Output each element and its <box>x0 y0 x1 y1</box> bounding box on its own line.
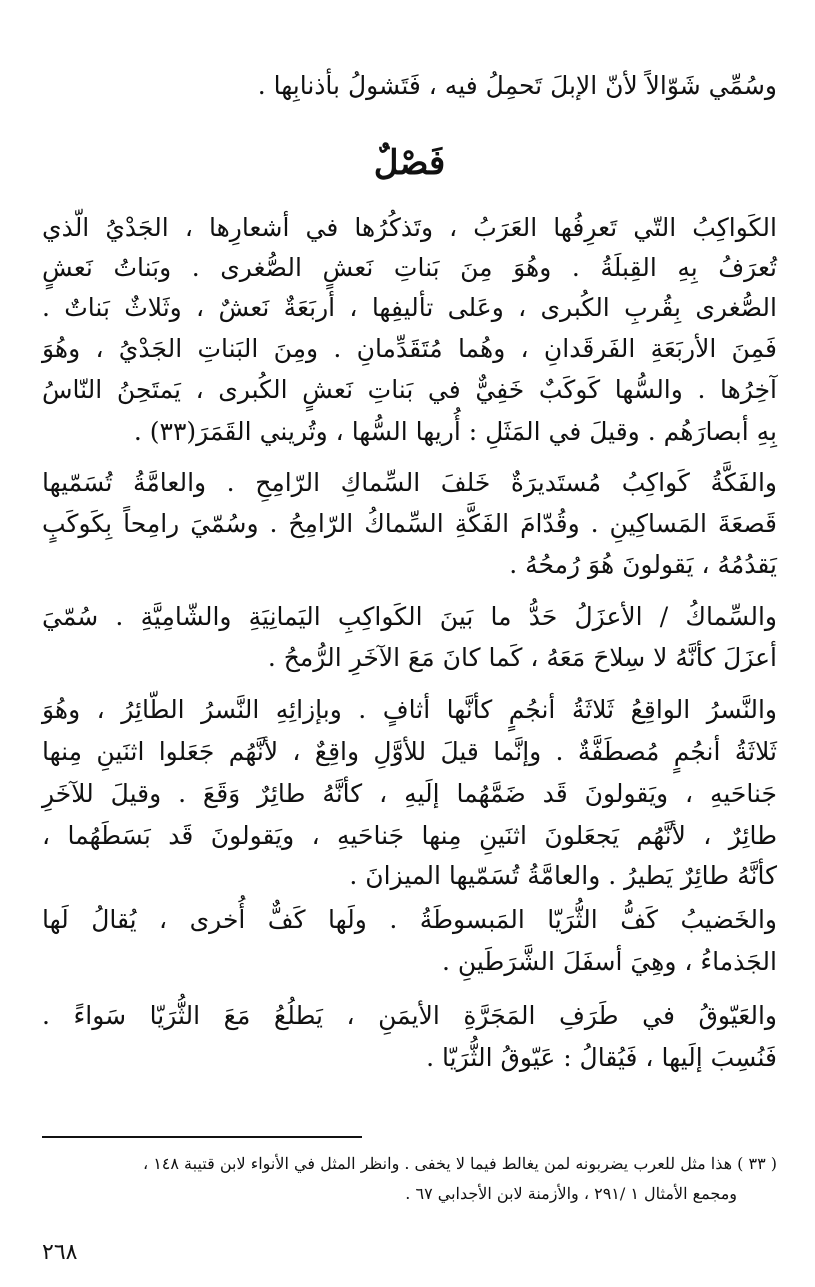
footnote-line: ( ٣٣ ) هذا مثل للعرب يضربونه لمن يغالط فيما لا يخفى . وانظر المثل في الأنواء لابن قتيبة ١٤٨ ، <box>142 1154 777 1173</box>
text-line: الكَواكِبُ التّي تَعرِفُها العَرَبُ ، وتَذكُرُها في أشعارِها ، الجَدْيُ الّذي <box>42 213 777 242</box>
text-line: تُعرَفُ بِهِ القِبلَةُ . وهُوَ مِنَ بَناتِ نَعشٍ الصُّغرى . وبَناتُ نَعشٍ <box>42 253 777 282</box>
text-line: فَمِنَ الأربَعَةِ الفَرقَدانِ ، وهُما مُتَقَدِّمانِ . ومِنَ البَناتِ الجَدْيُ ، وهُوَ <box>42 334 777 363</box>
text-line: الصُّغرى بِقُربِ الكُبرى ، وعَلى تأليفِها ، أربَعَةٌ نَعشٌ ، وثَلاثٌ بَناتٌ . <box>42 293 777 322</box>
continuation-line: وسُمِّي شَوّالاً لأنّ الإبلَ تَحمِلُ فيه ، فَتَشولُ بأذنابِها . <box>257 71 777 100</box>
book-page <box>42 0 777 1287</box>
text-line: والسِّماكُ / الأعزَلُ حَدُّ ما بَينَ الكَواكِبِ اليَمانِيَةِ والشّامِيَّةِ . سُمّيَ <box>42 602 777 631</box>
text-line: طائِرٌ ، لأنَّهُم يَجعَلونَ اثنَينِ مِنها جَناحَيهِ ، ويَقولونَ قَد بَسَطَهُما ، <box>42 821 777 850</box>
text-line: فَنُسِبَ إلَيها ، فَيُقالُ : عَيّوقُ الثُّرَيّا . <box>426 1043 777 1072</box>
footnote-line: ومجمع الأمثال ١ /٢٩١ ، والأزمنة لابن الأجدابي ٦٧ . <box>405 1184 737 1203</box>
text-line: والنَّسرُ الواقِعُ ثَلاثَةُ أنجُمٍ كأنَّها أثافٍ . وبإزائِهِ النَّسرُ الطّائِرُ ، وهُوَ <box>42 695 777 724</box>
text-line: آخِرُها . والسُّها كَوكَبٌ خَفِيٌّ في بَناتِ نَعشٍ الكُبرى ، يَمتَحِنُ النّاسُ <box>42 375 777 404</box>
text-line: بِهِ أبصارَهُم . وقيلَ في المَثَلِ : أُريها السُّها ، وتُريني القَمَرَ(٣٣) . <box>133 417 777 446</box>
text-line: يَقدُمُهُ ، يَقولونَ هُوَ رُمحُهُ . <box>509 550 777 579</box>
footnote-separator <box>42 1136 362 1138</box>
text-line: والفَكَّةُ كَواكِبُ مُستَديرَةٌ خَلفَ السِّماكِ الرّامِحِ . والعامَّةُ تُسَمّيها <box>42 468 777 497</box>
text-line: قَصعَةَ المَساكِينِ . وقُدّامَ الفَكَّةِ السِّماكُ الرّامِحُ . وسُمّيَ رامِحاً بِكَوكَبٍ <box>42 509 777 538</box>
text-line: والعَيّوقُ في طَرَفِ المَجَرَّةِ الأيمَنِ ، يَطلُعُ مَعَ الثُّرَيّا سَواءً . <box>42 1001 777 1030</box>
text-line: والخَضيبُ كَفُّ الثُّرَيّا المَبسوطَةُ . ولَها كَفٌّ أُخرى ، يُقالُ لَها <box>42 905 777 934</box>
text-line: جَناحَيهِ ، ويَقولونَ قَد ضَمَّهُما إلَيهِ ، كأنَّهُ طائِرٌ وَقَعَ . وقيلَ للآخَرِ <box>42 779 777 808</box>
text-line: ثَلاثَةُ أنجُمٍ مُصطَفَّةٌ . وإنَّما قيلَ للأوَّلِ واقِعٌ ، لأنَّهُم جَعَلوا اثنَينِ مِنها <box>42 737 777 766</box>
section-heading: فَصْلٌ <box>373 143 446 183</box>
text-line: أعزَلَ كأنَّهُ لا سِلاحَ مَعَهُ ، كَما كانَ مَعَ الآخَرِ الرُّمحُ . <box>267 643 777 672</box>
page-number: ٢٦٨ <box>42 1240 78 1265</box>
text-line: كأنَّهُ طائِرٌ يَطيرُ . والعامَّةُ تُسَمّيها الميزانَ . <box>349 861 777 890</box>
text-line: الجَذماءُ ، وهِيَ أسفَلَ الشَّرَطَينِ . <box>441 947 777 976</box>
